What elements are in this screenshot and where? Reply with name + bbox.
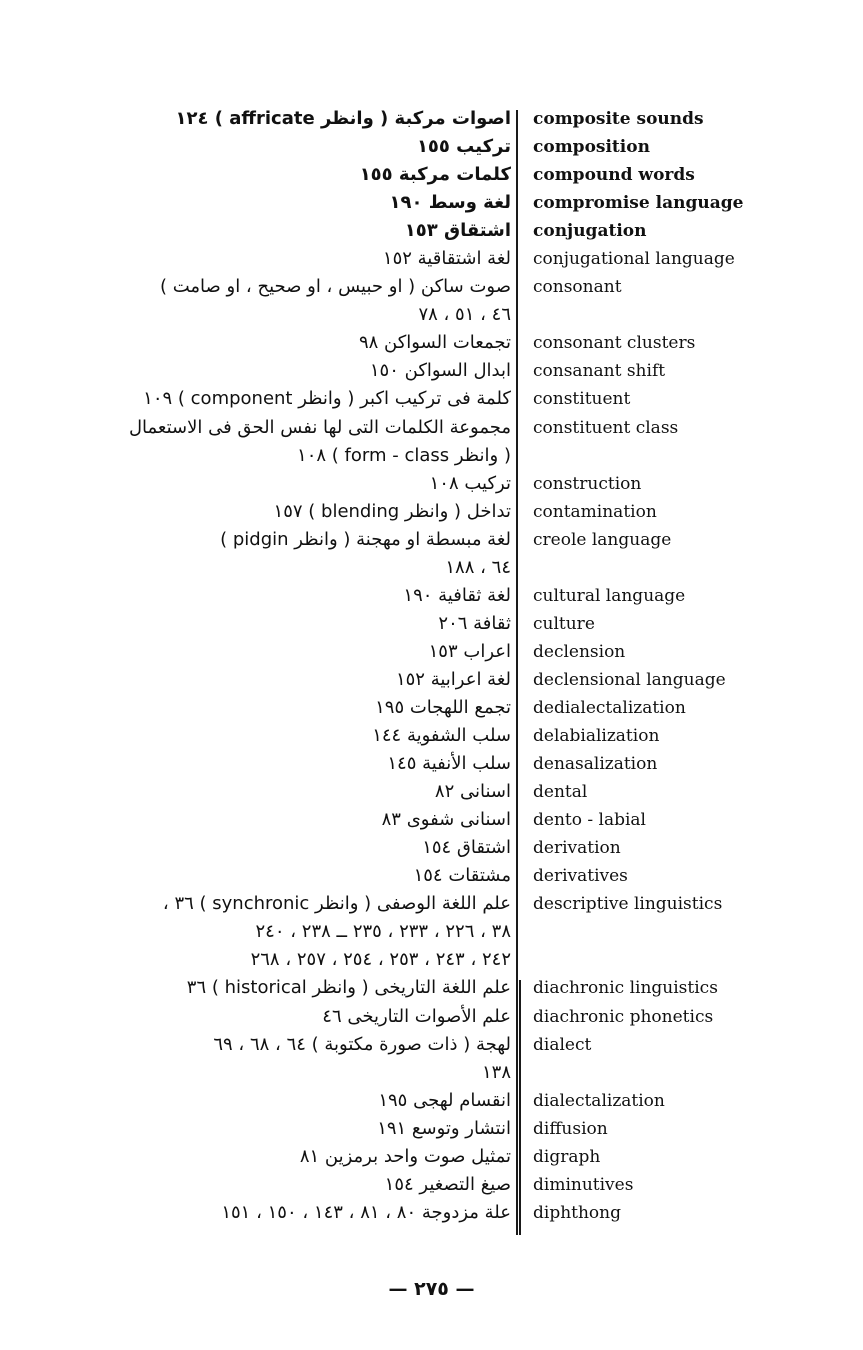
glossary-row bbox=[0, 778, 863, 806]
english-term: diminutives bbox=[533, 1174, 634, 1195]
arabic-translation: اصوات مركبة ( وانظر affricate ) ١٢٤ bbox=[175, 108, 511, 129]
english-term: cultural language bbox=[533, 585, 686, 606]
glossary-row bbox=[0, 133, 863, 161]
english-term: dental bbox=[533, 782, 588, 803]
arabic-translation: ثقافة ٢٠٦ bbox=[438, 612, 511, 634]
english-term: consanant shift bbox=[533, 361, 666, 382]
english-term: diachronic phonetics bbox=[533, 1006, 714, 1027]
english-term: composition bbox=[533, 137, 650, 158]
arabic-translation: لغة اشتقاقية ١٥٢ bbox=[382, 248, 511, 270]
glossary-row bbox=[0, 217, 863, 245]
english-term: dialect bbox=[533, 1034, 592, 1055]
arabic-translation: انتشار وتوسع ١٩١ bbox=[377, 1117, 511, 1139]
english-term: contamination bbox=[533, 501, 657, 522]
glossary-row bbox=[0, 638, 863, 666]
english-term: diffusion bbox=[533, 1118, 608, 1139]
english-term: dento - labial bbox=[533, 810, 646, 831]
glossary-row bbox=[0, 694, 863, 722]
arabic-translation: اسنانى ٨٢ bbox=[434, 781, 511, 803]
english-term: declension bbox=[533, 641, 626, 662]
glossary-row bbox=[0, 862, 863, 890]
arabic-translation: كلمة فى تركيب اكبر ( وانظر component ) ١٠٩ bbox=[143, 388, 511, 410]
arabic-translation: ٣٨ ، ٢٢٦ ، ٢٣٣ ، ٢٣٥ ــ ٢٣٨ ، ٢٤٠ bbox=[255, 921, 511, 943]
english-term: constituent class bbox=[533, 417, 679, 438]
glossary-row bbox=[0, 470, 863, 498]
glossary-row bbox=[0, 442, 863, 470]
arabic-translation: لغة مبسطة او مهجنة ( وانظر pidgin ) bbox=[220, 528, 511, 550]
arabic-translation: علم اللغة التاريخى ( وانظر historical ) ٣٦ bbox=[186, 977, 511, 999]
arabic-translation: اشتقاق ١٥٣ bbox=[404, 220, 511, 242]
glossary-row bbox=[0, 1031, 863, 1059]
arabic-translation: تركيب ١٥٥ bbox=[416, 136, 511, 158]
arabic-translation: تجمع اللهجات ١٩٥ bbox=[375, 696, 511, 718]
arabic-translation: علم الأصوات التاريخى ٤٦ bbox=[322, 1005, 511, 1027]
arabic-translation: تركيب ١٠٨ bbox=[429, 472, 511, 494]
glossary-row bbox=[0, 414, 863, 442]
arabic-translation: ٤٦ ، ٥١ ، ٧٨ bbox=[418, 304, 511, 326]
english-term: compound words bbox=[533, 165, 695, 186]
arabic-translation: لغة اعرابية ١٥٢ bbox=[395, 668, 511, 690]
arabic-translation: اعراب ١٥٣ bbox=[428, 640, 511, 662]
glossary-row bbox=[0, 245, 863, 273]
english-term: culture bbox=[533, 613, 595, 634]
glossary-row bbox=[0, 357, 863, 385]
arabic-translation: تمثيل صوت واحد برمزين ٨١ bbox=[299, 1145, 511, 1167]
glossary-row bbox=[0, 974, 863, 1002]
english-term: dedialectalization bbox=[533, 697, 686, 718]
page-number: — ٢٧٥ — bbox=[388, 1278, 475, 1300]
arabic-translation: سلب الشفوية ١٤٤ bbox=[372, 725, 511, 747]
english-term: conjugational language bbox=[533, 249, 735, 270]
glossary-row bbox=[0, 722, 863, 750]
english-term: declensional language bbox=[533, 669, 726, 690]
english-term: compromise language bbox=[533, 193, 744, 214]
glossary-row bbox=[0, 1087, 863, 1115]
arabic-translation: انقسام لهجى ١٩٥ bbox=[378, 1089, 511, 1111]
arabic-translation: مشتقات ١٥٤ bbox=[413, 865, 511, 887]
arabic-translation: سلب الأنفية ١٤٥ bbox=[387, 753, 511, 775]
arabic-translation: اسنانى شفوى ٨٣ bbox=[381, 809, 511, 831]
glossary-row bbox=[0, 834, 863, 862]
arabic-translation: تداخل ( وانظر blending ) ١٥٧ bbox=[273, 500, 511, 522]
arabic-translation: علة مزدوجة ٨٠ ، ٨١ ، ١٤٣ ، ١٥٠ ، ١٥١ bbox=[221, 1201, 511, 1223]
english-term: creole language bbox=[533, 529, 672, 550]
glossary-row bbox=[0, 750, 863, 778]
english-term: digraph bbox=[533, 1146, 601, 1167]
arabic-translation: ٦٤ ، ١٨٨ bbox=[445, 556, 511, 578]
glossary-row bbox=[0, 301, 863, 329]
english-term: consonant clusters bbox=[533, 333, 696, 354]
arabic-translation: لهجة ( ذات صورة مكتوبة ) ٦٤ ، ٦٨ ، ٦٩ bbox=[213, 1033, 511, 1055]
english-term: consonant bbox=[533, 277, 622, 298]
glossary-row bbox=[0, 329, 863, 357]
glossary-row bbox=[0, 1059, 863, 1087]
arabic-translation: ابدال السواكن ١٥٠ bbox=[369, 360, 511, 382]
glossary-row bbox=[0, 273, 863, 301]
glossary-row bbox=[0, 610, 863, 638]
english-term: derivatives bbox=[533, 866, 628, 887]
glossary-row bbox=[0, 1199, 863, 1227]
glossary-row bbox=[0, 498, 863, 526]
glossary-row bbox=[0, 526, 863, 554]
english-term: composite sounds bbox=[533, 109, 704, 129]
arabic-translation: علم اللغة الوصفى ( وانظر synchronic ) ٣٦ ، bbox=[162, 893, 511, 915]
glossary-row bbox=[0, 189, 863, 217]
english-term: denasalization bbox=[533, 754, 658, 775]
english-term: delabialization bbox=[533, 726, 660, 747]
arabic-translation: صوت ساكن ( او حبيس ، او صحيح ، او صامت ) bbox=[159, 276, 511, 298]
arabic-translation: ٢٤٢ ، ٢٤٣ ، ٢٥٣ ، ٢٥٤ ، ٢٥٧ ، ٢٦٨ bbox=[250, 949, 511, 971]
arabic-translation: ١٣٨ bbox=[481, 1061, 511, 1083]
glossary-row bbox=[0, 918, 863, 946]
arabic-translation: لغة ثقافية ١٩٠ bbox=[403, 584, 511, 606]
glossary-entries bbox=[0, 105, 863, 1227]
english-term: dialectalization bbox=[533, 1090, 665, 1111]
glossary-row bbox=[0, 1003, 863, 1031]
english-term: derivation bbox=[533, 838, 621, 859]
glossary-row bbox=[0, 385, 863, 413]
english-term: diachronic linguistics bbox=[533, 978, 718, 999]
english-term: conjugation bbox=[533, 221, 647, 242]
english-term: diphthong bbox=[533, 1202, 621, 1223]
english-term: descriptive linguistics bbox=[533, 894, 723, 915]
glossary-row bbox=[0, 1143, 863, 1171]
english-term: construction bbox=[533, 473, 642, 494]
arabic-translation: كلمات مركبة ١٥٥ bbox=[359, 164, 511, 186]
glossary-row bbox=[0, 946, 863, 974]
arabic-translation: ( وانظر form - class ) ١٠٨ bbox=[297, 444, 511, 466]
glossary-row bbox=[0, 806, 863, 834]
glossary-row bbox=[0, 1171, 863, 1199]
glossary-row bbox=[0, 105, 863, 133]
arabic-translation: تجمعات السواكن ٩٨ bbox=[358, 332, 511, 354]
english-term: constituent bbox=[533, 389, 631, 410]
glossary-row bbox=[0, 666, 863, 694]
arabic-translation: صيغ التصغير ١٥٤ bbox=[384, 1173, 511, 1195]
glossary-row bbox=[0, 582, 863, 610]
arabic-translation: اشتقاق ١٥٤ bbox=[422, 837, 511, 859]
arabic-translation: مجموعة الكلمات التى لها نفس الحق فى الاستعمال bbox=[128, 416, 511, 438]
arabic-translation: لغة وسط ١٩٠ bbox=[389, 192, 511, 214]
glossary-row bbox=[0, 554, 863, 582]
glossary-row bbox=[0, 161, 863, 189]
glossary-row bbox=[0, 890, 863, 918]
glossary-row bbox=[0, 1115, 863, 1143]
